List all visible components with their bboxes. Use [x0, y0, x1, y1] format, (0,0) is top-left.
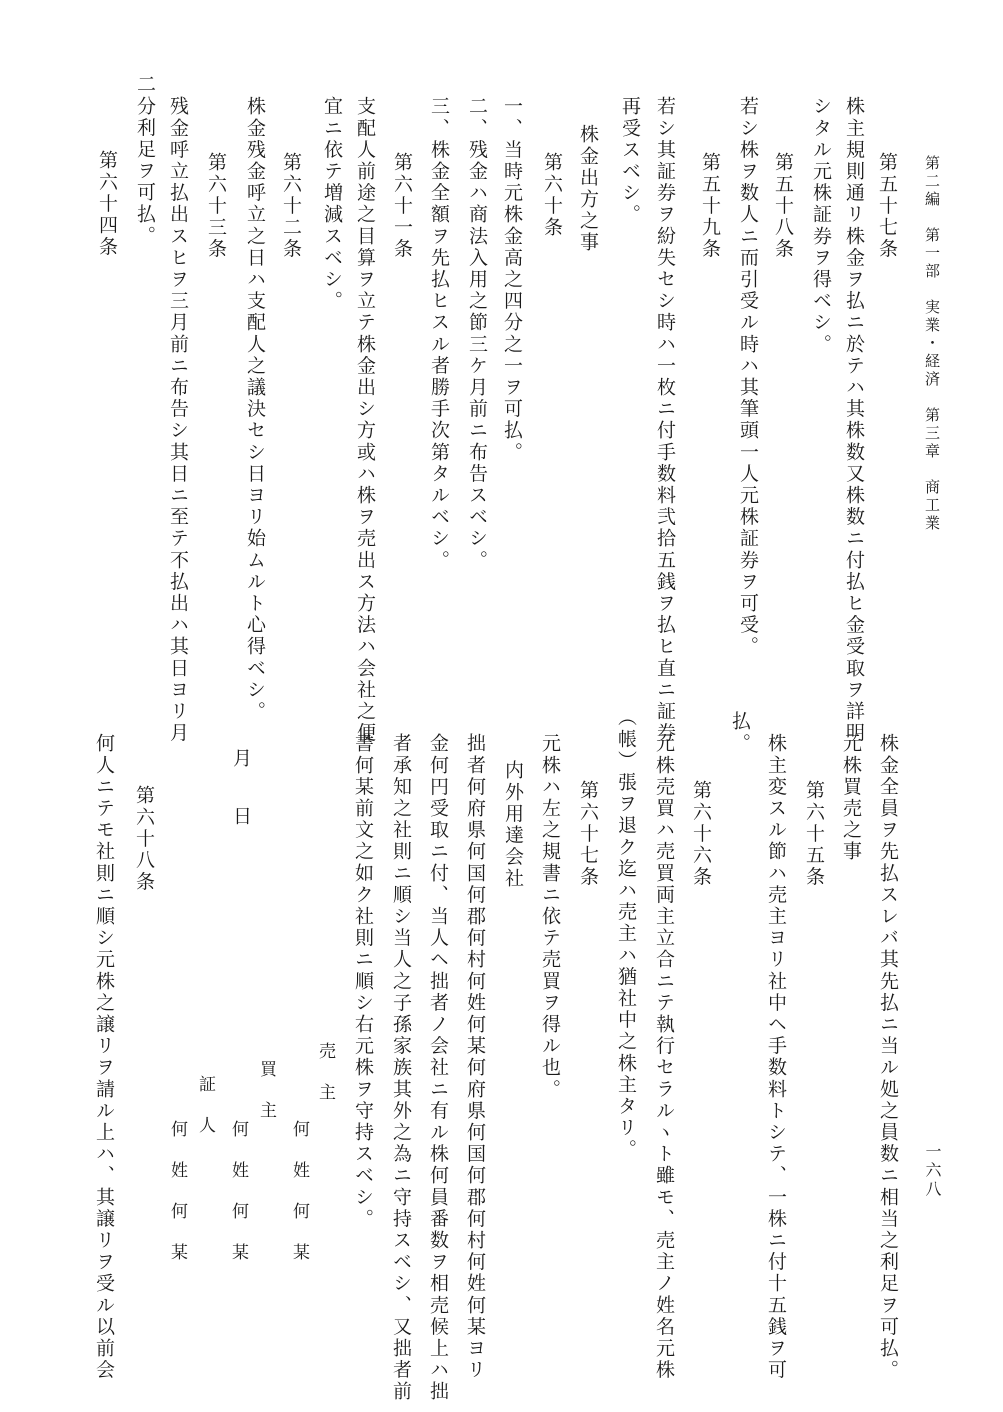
signatory-name: 何姓何某 — [228, 1120, 248, 1284]
body-line: 元株ハ左之規書ニ依テ売買ヲ得ル也。 — [539, 733, 561, 1101]
section-heading: 株金出方之事 — [577, 124, 599, 254]
body-line: 三、株金全額ヲ先払ヒスル者勝手次第タルベシ。 — [428, 96, 450, 572]
form-line: 書何某前文之如ク社則ニ順シ右元株ヲ守持スベシ。 — [352, 733, 374, 1230]
body-line: 払。 — [729, 711, 751, 755]
date-day: 日 — [230, 806, 252, 828]
article-heading: 第六十四条 — [96, 150, 118, 258]
body-line: 株金残金呼立之日ハ支配人之議決セシ日ヨリ始ムルト心得ベシ。 — [244, 96, 266, 723]
signatory-role: 売主 — [315, 1042, 335, 1124]
body-line: 株金全員ヲ先払スレバ其先払ニ当ル処之員数ニ相当之利足ヲ可払。 — [877, 733, 899, 1381]
article-heading: 第六十八条 — [133, 785, 155, 893]
article-heading: 第六十六条 — [690, 780, 712, 888]
article-heading: 第六十条 — [541, 152, 563, 239]
body-line: 若シ株ヲ数人ニ而引受ル時ハ其筆頭一人元株証券ヲ可受。 — [737, 96, 759, 658]
form-line: 拙者何府県何国何郡何村何姓何某何府県何国何郡何村何姓何某ヨリ — [464, 733, 486, 1381]
date-month: 月 — [230, 748, 252, 770]
signatory-role: 買主 — [256, 1060, 276, 1142]
section-heading: 元株買売之事 — [840, 733, 862, 863]
article-heading: 第六十五条 — [803, 780, 825, 888]
running-header: 第二編 第一部 実業・経済 第三章 商工業 — [923, 155, 941, 533]
page-number: 一六八 — [923, 1143, 942, 1199]
body-line: 残金呼立払出スヒヲ三月前ニ布告シ其日ニ至テ不払出ハ其日ヨリ月 — [167, 96, 189, 744]
article-heading: 第六十七条 — [577, 780, 599, 888]
body-line: 株主変スル節ハ売主ヨリ社中ヘ手数料トシテ、一株ニ付十五銭ヲ可 — [765, 733, 787, 1381]
signatory-name: 何姓何某 — [167, 1120, 187, 1284]
body-line: 元株売買ハ売買両主立合ニテ執行セラルヽト雖モ、売主ノ姓名元株 — [653, 733, 675, 1381]
article-heading: 第六十三条 — [205, 152, 227, 260]
body-line: 一、当時元株金高之四分之一ヲ可払。 — [501, 96, 523, 464]
body-line: 何人ニテモ社則ニ順シ元株之譲リヲ請ル上ハ、其譲リヲ受ル以前会 — [93, 733, 115, 1381]
article-heading: 第五十七条 — [876, 152, 898, 260]
article-heading: 第六十一条 — [391, 152, 413, 260]
body-line: （帳）張ヲ退ク迄ハ売主ハ猶社中之株主タリ。 — [615, 707, 637, 1161]
form-line: 金何円受取ニ付、当人ヘ拙者ノ会社ニ有ル株何員番数ヲ相売候上ハ拙 — [427, 733, 449, 1403]
body-line: 再受スベシ。 — [619, 96, 641, 226]
body-line: 宜ニ依テ増減スベシ。 — [321, 96, 343, 312]
article-heading: 第五十八条 — [772, 152, 794, 260]
article-heading: 第六十二条 — [280, 152, 302, 260]
body-line: 若シ其証券ヲ紛失セシ時ハ一枚ニ付手数料弐拾五銭ヲ払ヒ直ニ証券 — [654, 96, 676, 744]
body-line: 株主規則通リ株金ヲ払ニ於テハ其株数又株数ニ付払ヒ金受取ヲ詳明 — [843, 96, 865, 744]
body-line: 支配人前途之目算ヲ立テ株金出シ方或ハ株ヲ売出ス方法ハ会社之便 — [354, 96, 376, 744]
form-line: 者承知之社則ニ順シ当人之子孫家族其外之為ニ守持スベシ、又拙者前 — [390, 733, 412, 1403]
body-line: 二分利足ヲ可払。 — [134, 74, 156, 247]
body-line: 二、残金ハ商法入用之節三ケ月前ニ布告スベシ。 — [466, 96, 488, 572]
signatory-name: 何姓何某 — [289, 1120, 309, 1284]
signatory-role: 証人 — [195, 1075, 215, 1157]
article-heading: 第五十九条 — [699, 152, 721, 260]
form-heading: 内外用達会社 — [502, 760, 524, 890]
body-line: シタル元株証券ヲ得ベシ。 — [810, 96, 832, 356]
